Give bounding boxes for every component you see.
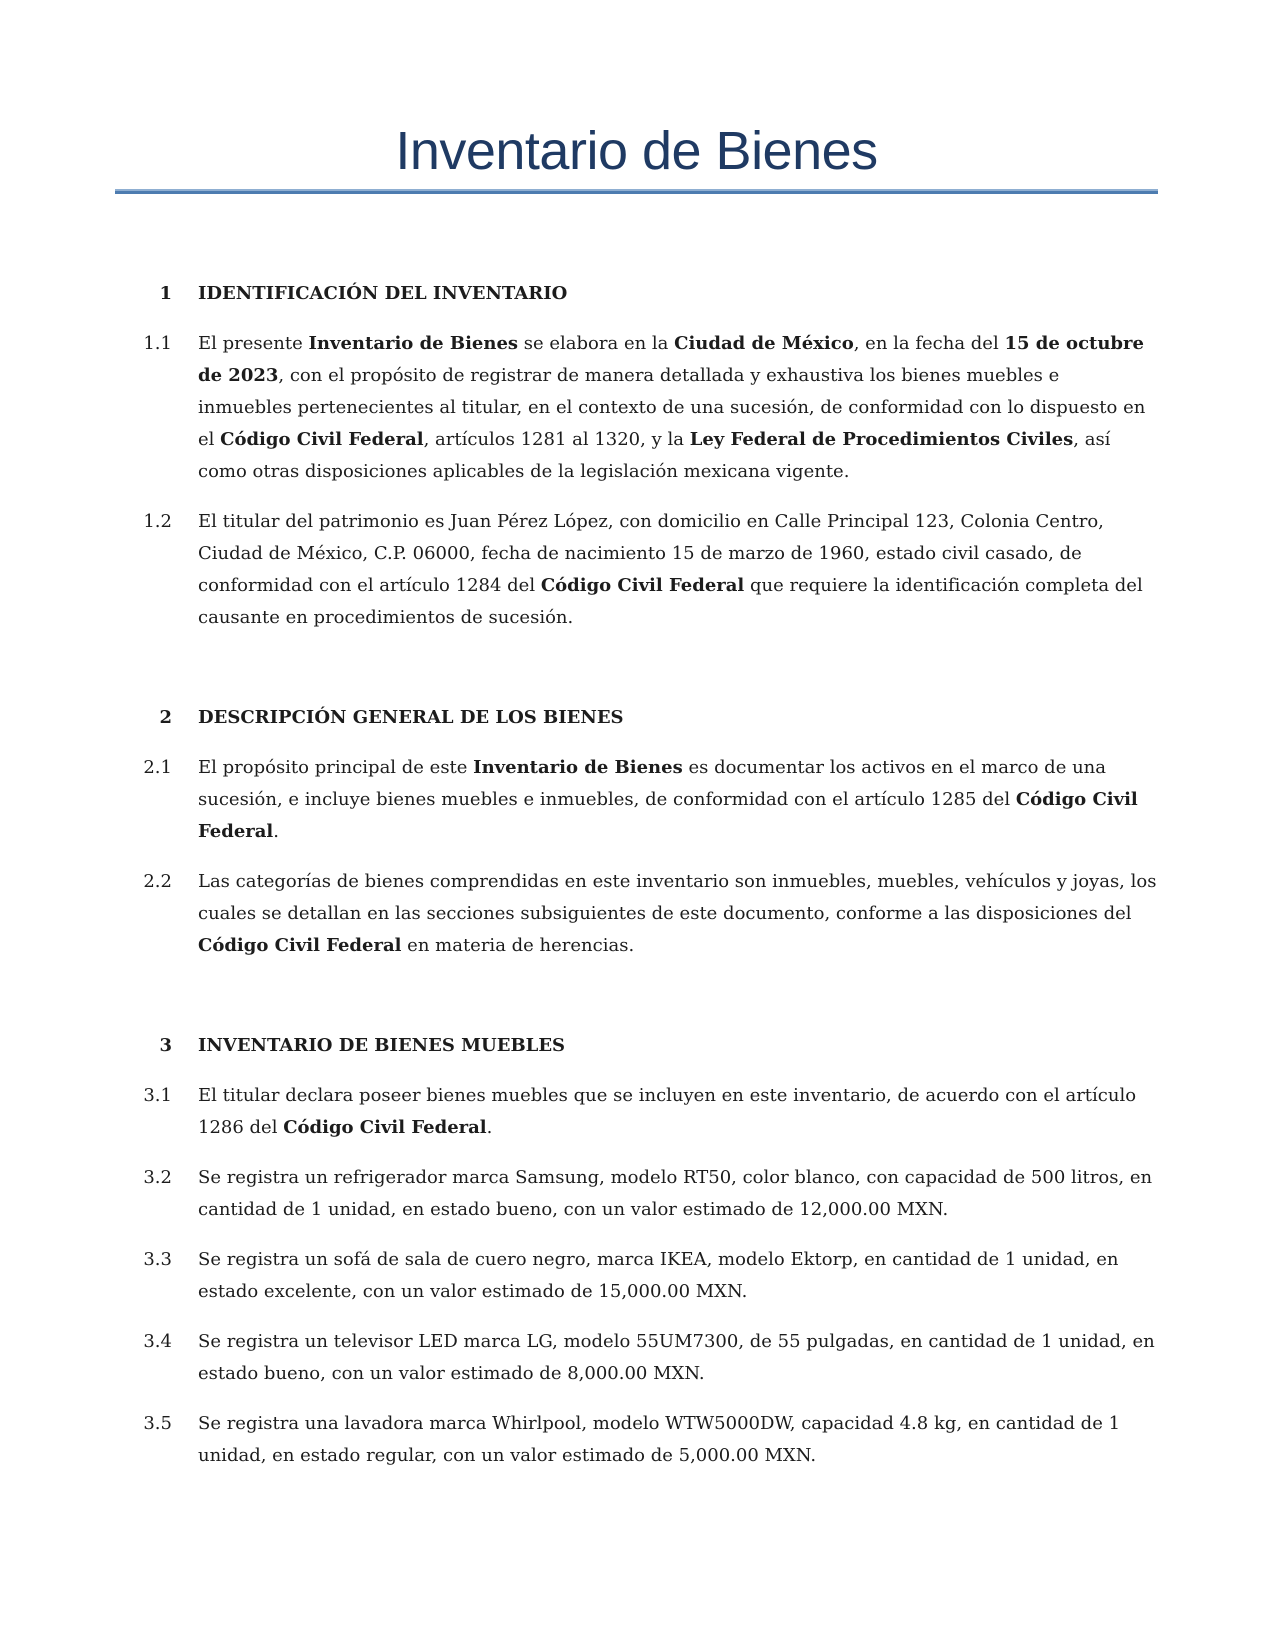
text-run: que requiere la identificación completa del causante en procedimientos de sucesión. xyxy=(198,575,1143,628)
bold-text-run: Código Civil Federal xyxy=(283,1117,487,1138)
text-run: . xyxy=(273,821,280,842)
text-run: , artículos 1281 al 1320, y la xyxy=(423,429,690,450)
clause-number: 1.2 xyxy=(143,511,172,532)
clause-text xyxy=(198,333,1145,482)
bold-text-run: 15 de octubre de 2023 xyxy=(198,333,1144,386)
section-heading xyxy=(115,278,1158,310)
bold-text-run: Ciudad de México xyxy=(674,333,854,354)
clause xyxy=(115,506,1158,634)
clause-text xyxy=(198,1413,1120,1466)
text-run: , con el propósito de registrar de manera detallada y exhaustiva los bienes muebles e inmuebles pertenecientes al titular, en el contexto de una sucesión, de conformidad con lo dispuesto en el xyxy=(198,365,1146,450)
text-run: Se registra un televisor LED marca LG, modelo 55UM7300, de 55 pulgadas, en cantidad de 1 unidad, en estado bueno, con un valor estimado de 8,000.00 MXN. xyxy=(198,1331,1155,1384)
clause xyxy=(115,866,1158,962)
clause xyxy=(115,1326,1158,1390)
text-run: se elabora en la xyxy=(518,333,675,354)
text-run: es documentar los activos en el marco de una sucesión, e incluye bienes muebles e inmuebles, de conformidad con el artículo 1285 del xyxy=(198,757,1106,810)
clause-text xyxy=(198,1249,1118,1302)
section-number: 3 xyxy=(159,1035,172,1056)
bold-text-run: Inventario de Bienes xyxy=(308,333,519,354)
text-run: Las categorías de bienes comprendidas en este inventario son inmuebles, muebles, vehículos y joyas, los cuales se detallan en las secciones subsiguientes de este documento, conforme a las disposiciones del xyxy=(198,871,1157,924)
document-body xyxy=(115,278,1158,1472)
title-underline-rule xyxy=(115,189,1158,194)
section-heading-text: IDENTIFICACIÓN DEL INVENTARIO xyxy=(198,283,568,304)
text-run: , en la fecha del xyxy=(853,333,1005,354)
clause-number: 3.5 xyxy=(143,1413,172,1434)
section-number: 2 xyxy=(159,707,172,728)
clause xyxy=(115,328,1158,488)
document-title: Inventario de Bienes xyxy=(395,121,878,181)
clause-text xyxy=(198,757,1138,842)
clause xyxy=(115,1408,1158,1472)
clause-text xyxy=(198,511,1143,628)
bold-text-run: Inventario de Bienes xyxy=(473,757,683,778)
clause-number: 1.1 xyxy=(143,333,172,354)
text-run: Se registra un refrigerador marca Samsung, modelo RT50, color blanco, con capacidad de 500 litros, en cantidad de 1 unidad, en estado bueno, con un valor estimado de 12,000.00 MXN. xyxy=(198,1167,1153,1220)
clause xyxy=(115,1162,1158,1226)
clause xyxy=(115,1080,1158,1144)
bold-text-run: Ley Federal de Procedimientos Civiles xyxy=(689,429,1074,450)
clause-text xyxy=(198,1331,1155,1384)
bold-text-run: Código Civil Federal xyxy=(540,575,745,596)
clause-text xyxy=(198,1167,1152,1220)
text-run: El propósito principal de este xyxy=(198,757,474,778)
text-run: Se registra una lavadora marca Whirlpool, modelo WTW5000DW, capacidad 4.8 kg, en cantidad de 1 unidad, en estado regular, con un valor estimado de 5,000.00 MXN. xyxy=(198,1413,1121,1466)
text-run: . xyxy=(486,1117,493,1138)
clause-number: 3.4 xyxy=(143,1331,172,1352)
clause-number: 3.3 xyxy=(143,1249,172,1270)
text-run: El titular del patrimonio es Juan Pérez López, con domicilio en Calle Principal 123, Colonia Centro, Ciudad de México, C.P. 06000, fecha de nacimiento 15 de marzo de 1960, estado civil casado, de conformidad con el artículo 1284 del xyxy=(198,511,1104,596)
section-number: 1 xyxy=(159,283,172,304)
text-run: El titular declara poseer bienes muebles que se incluyen en este inventario, de acuerdo con el artículo 1286 del xyxy=(198,1085,1137,1138)
section-heading-text: INVENTARIO DE BIENES MUEBLES xyxy=(198,1035,566,1056)
bold-text-run: Código Civil Federal xyxy=(220,429,424,450)
text-run: Se registra un sofá de sala de cuero negro, marca IKEA, modelo Ektorp, en cantidad de 1 unidad, en estado excelente, con un valor estimado de 15,000.00 MXN. xyxy=(198,1249,1119,1302)
bold-text-run: Código Civil Federal xyxy=(198,935,402,956)
section-heading xyxy=(115,702,1158,734)
section-heading xyxy=(115,1030,1158,1062)
clause xyxy=(115,752,1158,848)
clause-text xyxy=(198,871,1156,956)
clause-number: 2.2 xyxy=(143,871,172,892)
bold-text-run: Código Civil Federal xyxy=(198,789,1138,842)
section-heading-text: DESCRIPCIÓN GENERAL DE LOS BIENES xyxy=(198,707,624,728)
clause-number: 3.2 xyxy=(143,1167,172,1188)
clause-number: 2.1 xyxy=(143,757,172,778)
clause-text xyxy=(198,1085,1136,1138)
clause xyxy=(115,1244,1158,1308)
text-run: El presente xyxy=(198,333,309,354)
clause-number: 3.1 xyxy=(143,1085,172,1106)
text-run: en materia de herencias. xyxy=(401,935,635,956)
text-run: , así como otras disposiciones aplicables de la legislación mexicana vigente. xyxy=(198,429,1111,482)
